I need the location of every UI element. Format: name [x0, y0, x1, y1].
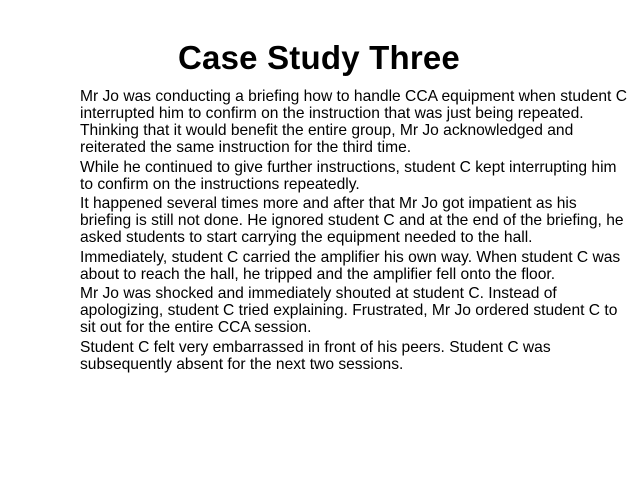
paragraph-6-text: Student C felt very embarrassed in front of his peers. Student C was subsequently absent for the next two sessions.	[80, 338, 551, 373]
paragraph-2-text: While he continued to give further instructions, student C kept interrupting him to confirm on the instructions repeatedly.	[80, 158, 617, 193]
slide-title: Case Study Three	[178, 39, 460, 76]
paragraph-5-text: Mr Jo was shocked and immediately shouted at student C. Instead of apologizing, student C tried explaining. Frustrated, Mr Jo ordered student C to sit out for the entire CCA session.	[80, 285, 618, 337]
paragraph-1-text: Mr Jo was conducting a briefing how to handle CCA equipment when student C interrupted him to confirm on the instruction that was just being repeated. Thinking that it would benefit the entire group, Mr Jo acknowledged and reiterated the same instruction for the third time.	[80, 88, 627, 157]
paragraph-2	[80, 159, 628, 193]
paragraph-6	[80, 339, 628, 373]
paragraph-4-text: Immediately, student C carried the amplifier his own way. When student C was about to reach the hall, he tripped and the amplifier fell onto the floor.	[80, 248, 621, 283]
paragraph-3-text: It happened several times more and after that Mr Jo got impatient as his briefing is still not done. He ignored student C and at the end of the briefing, he asked students to start carrying the equipment needed to the hall.	[80, 195, 624, 247]
paragraph-3	[80, 195, 628, 246]
paragraph-5	[80, 285, 628, 336]
paragraph-4	[80, 249, 628, 283]
slide-body	[80, 88, 628, 375]
paragraph-1	[80, 88, 628, 156]
